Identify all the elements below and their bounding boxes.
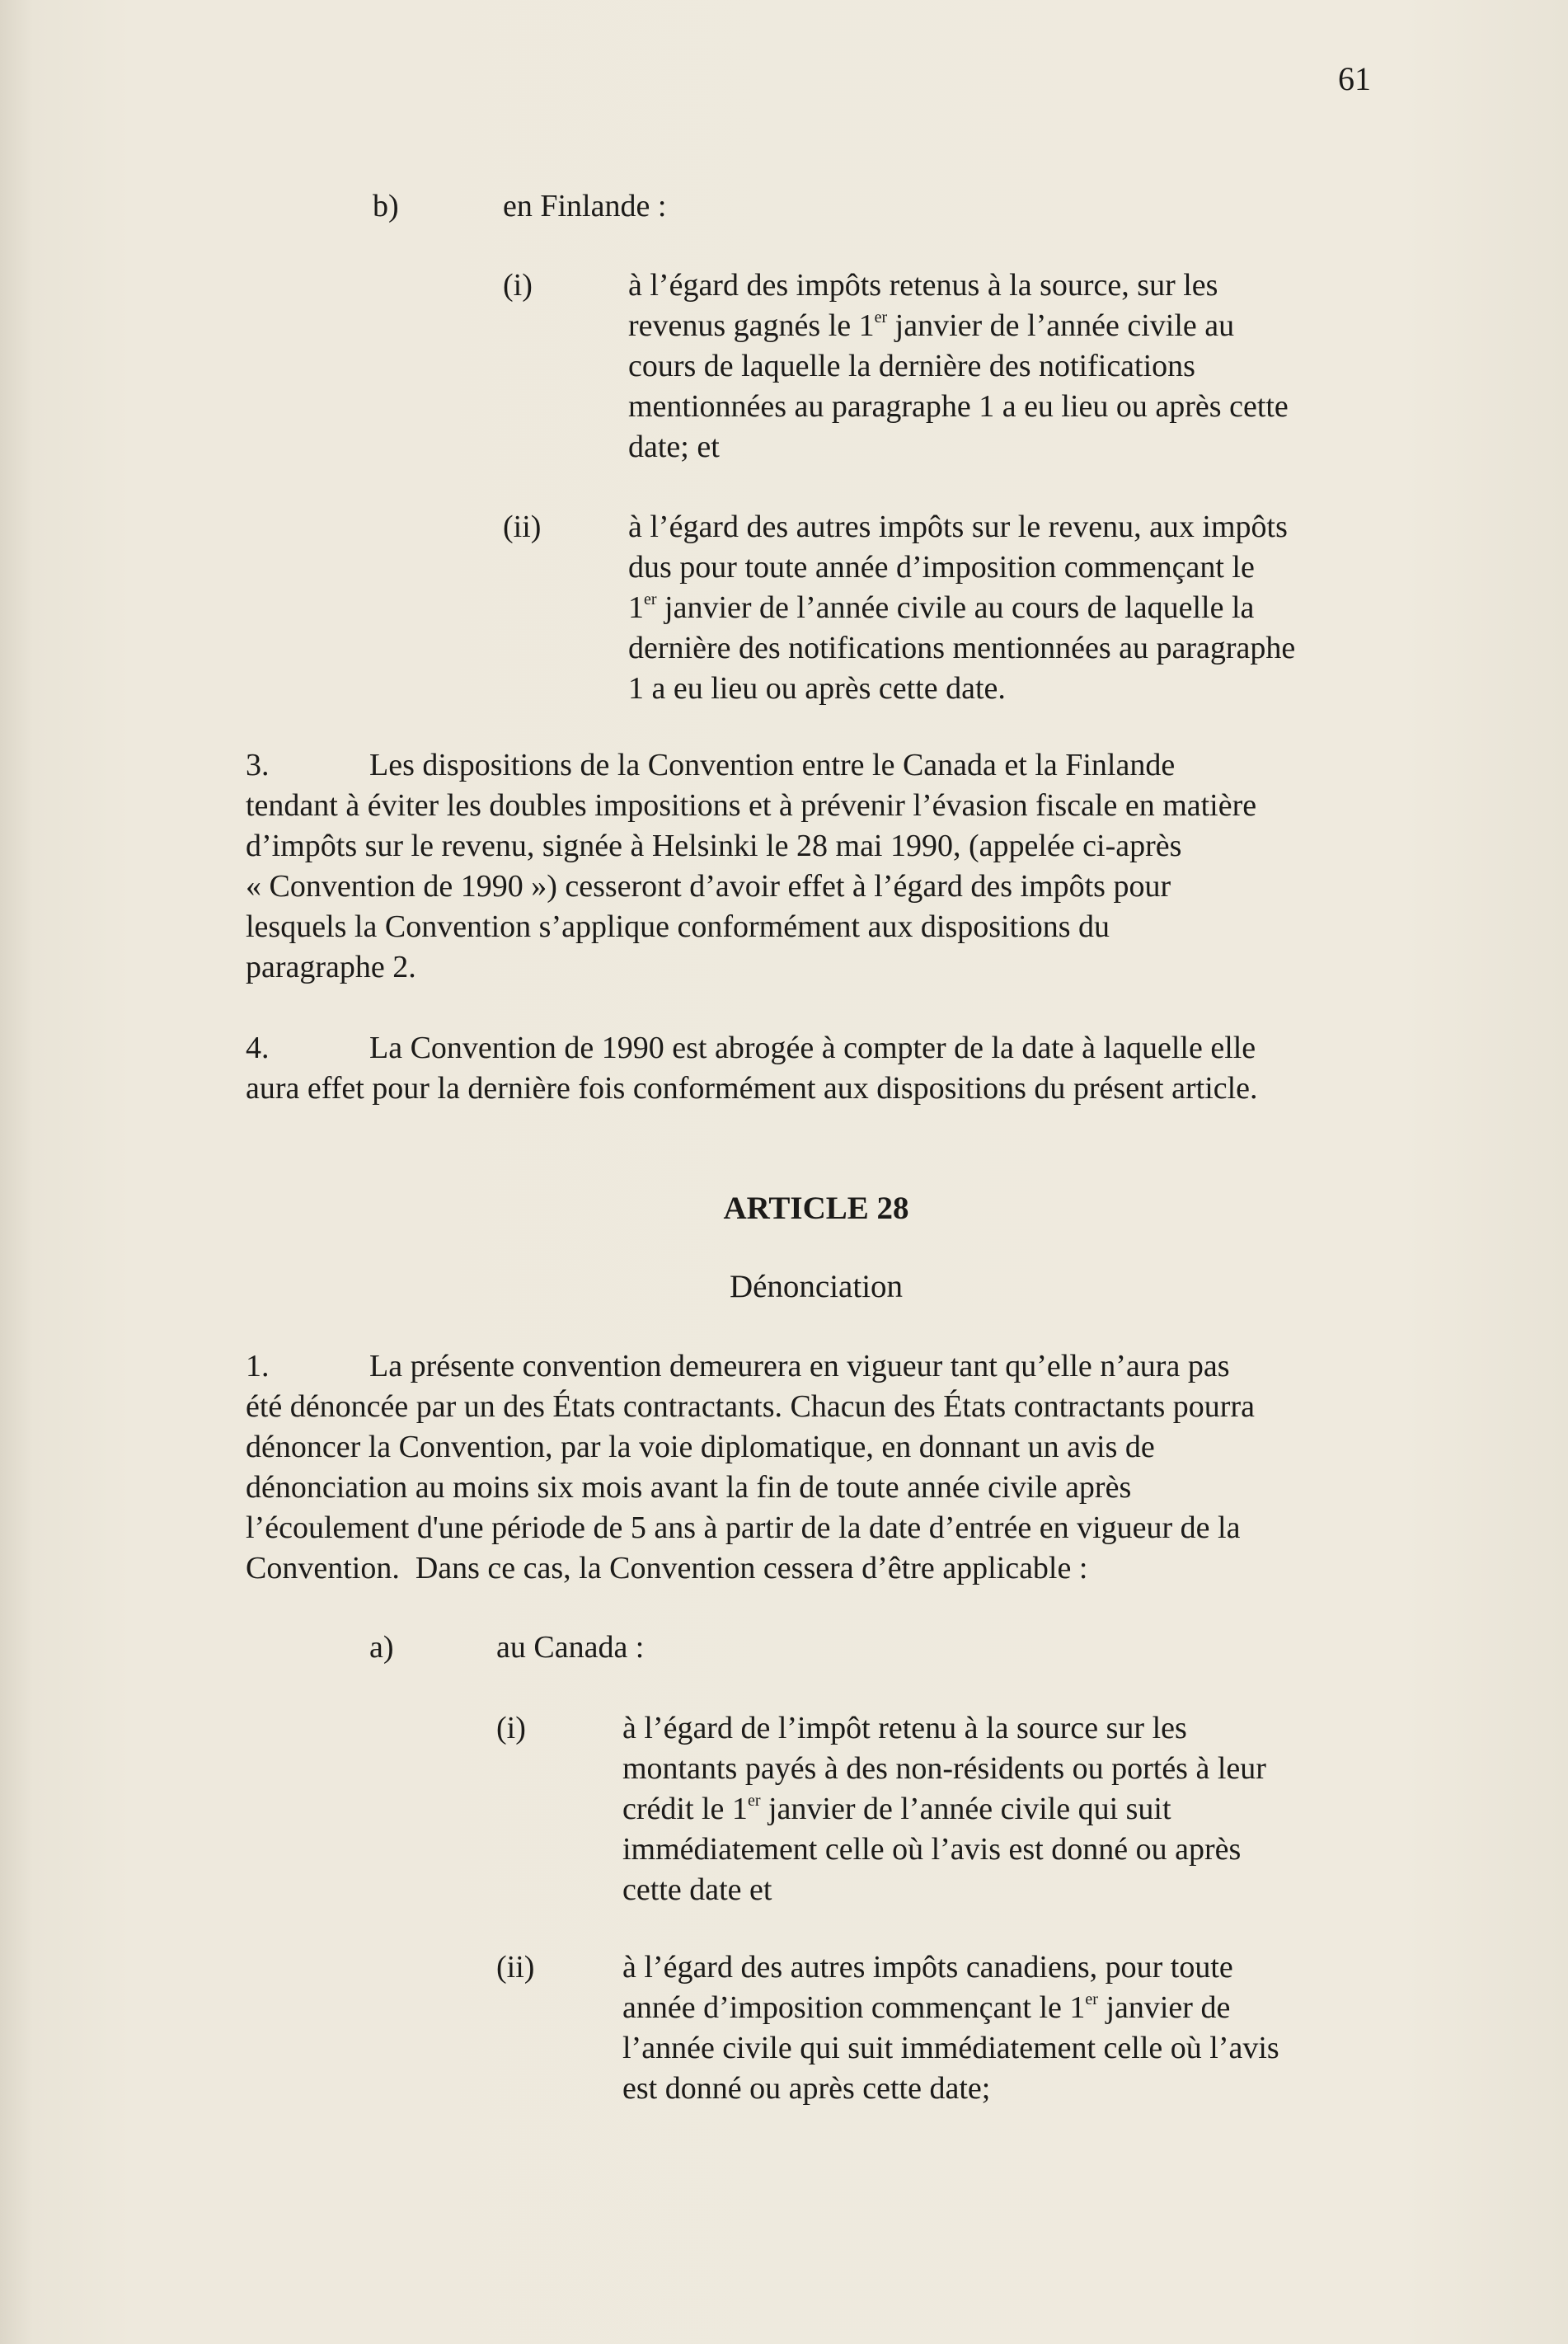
section-a-item-i-text xyxy=(622,1708,1266,1910)
text-line: La Convention de 1990 est abrogée à compter de la date à laquelle elle xyxy=(369,1031,1256,1065)
text-line: dernière des notifications mentionnées au paragraphe xyxy=(628,631,1296,665)
text-line: à l’égard des autres impôts canadiens, pour toute xyxy=(622,1950,1233,1985)
text-line: mentionnées au paragraphe 1 a eu lieu ou après cette xyxy=(628,389,1289,424)
text-line: cours de laquelle la dernière des notifications xyxy=(628,349,1195,383)
section-b-item-ii-label: (ii) xyxy=(503,510,542,544)
section-b-item-ii-text xyxy=(628,507,1295,709)
paragraph-4-number: 4. xyxy=(246,1031,270,1065)
section-b-item-i-text xyxy=(628,265,1289,467)
section-a-title: au Canada : xyxy=(496,1630,645,1665)
paragraph-3-text xyxy=(246,745,1256,988)
section-a-item-ii-label: (ii) xyxy=(496,1950,535,1985)
text-line: La présente convention demeurera en vigueur tant qu’elle n’aura pas xyxy=(369,1349,1230,1383)
text-line: tendant à éviter les doubles impositions et à prévenir l’évasion fiscale en matière xyxy=(246,788,1257,823)
paragraph-4-text xyxy=(246,1028,1258,1109)
article-subtitle: Dénonciation xyxy=(729,1269,904,1304)
text-line: l’année civile qui suit immédiatement celle où l’avis xyxy=(622,2031,1279,2065)
article-title: ARTICLE 28 xyxy=(723,1191,909,1226)
text-line: immédiatement celle où l’avis est donné ou après xyxy=(622,1832,1242,1867)
paragraph-1-number: 1. xyxy=(246,1349,270,1383)
text-line: l’écoulement d'une période de 5 ans à partir de la date d’entrée en vigueur de la xyxy=(246,1510,1241,1545)
text-line: 1 a eu lieu ou après cette date. xyxy=(628,671,1006,706)
text-line: à l’égard des autres impôts sur le revenu, aux impôts xyxy=(628,510,1288,544)
text-line: aura effet pour la dernière fois conformément aux dispositions du présent article. xyxy=(246,1071,1258,1106)
text-line: Les dispositions de la Convention entre le Canada et la Finlande xyxy=(369,748,1176,782)
text-line: à l’égard des impôts retenus à la source, sur les xyxy=(628,268,1218,303)
text-line: est donné ou après cette date; xyxy=(622,2071,991,2106)
text-line: cette date et xyxy=(622,1872,772,1907)
text-line: année d’imposition commençant le 1er janvier de xyxy=(622,1990,1231,2025)
text-line: « Convention de 1990 ») cesseront d’avoir effet à l’égard des impôts pour xyxy=(246,869,1171,904)
section-b-item-i-label: (i) xyxy=(503,268,533,303)
text-line: dus pour toute année d’imposition commençant le xyxy=(628,550,1255,585)
text-line: paragraphe 2. xyxy=(246,950,416,984)
text-line: montants payés à des non-résidents ou portés à leur xyxy=(622,1751,1266,1786)
paragraph-3-number: 3. xyxy=(246,748,270,782)
text-line: revenus gagnés le 1er janvier de l’année civile au xyxy=(628,308,1235,343)
text-line: été dénoncée par un des États contractants. Chacun des États contractants pourra xyxy=(246,1389,1255,1424)
section-b-label: b) xyxy=(373,189,399,223)
text-line: crédit le 1er janvier de l’année civile qui suit xyxy=(622,1792,1171,1826)
text-line: d’impôts sur le revenu, signée à Helsinki le 28 mai 1990, (appelée ci-après xyxy=(246,829,1182,863)
section-b-title: en Finlande : xyxy=(503,189,667,223)
text-line: dénoncer la Convention, par la voie diplomatique, en donnant un avis de xyxy=(246,1430,1155,1464)
text-line: date; et xyxy=(628,430,720,464)
section-a-item-ii-text xyxy=(622,1947,1279,2109)
text-line: dénonciation au moins six mois avant la fin de toute année civile après xyxy=(246,1470,1132,1505)
section-a-label: a) xyxy=(369,1630,394,1665)
text-line: Convention. Dans ce cas, la Convention cessera d’être applicable : xyxy=(246,1551,1088,1585)
text-line: lesquels la Convention s’applique conformément aux dispositions du xyxy=(246,909,1110,944)
text-line: 1er janvier de l’année civile au cours de laquelle la xyxy=(628,590,1255,625)
text-line: à l’égard de l’impôt retenu à la source sur les xyxy=(622,1711,1187,1745)
page-number: 61 xyxy=(1338,60,1371,97)
paragraph-1-text xyxy=(246,1346,1255,1589)
section-a-item-i-label: (i) xyxy=(496,1711,526,1745)
